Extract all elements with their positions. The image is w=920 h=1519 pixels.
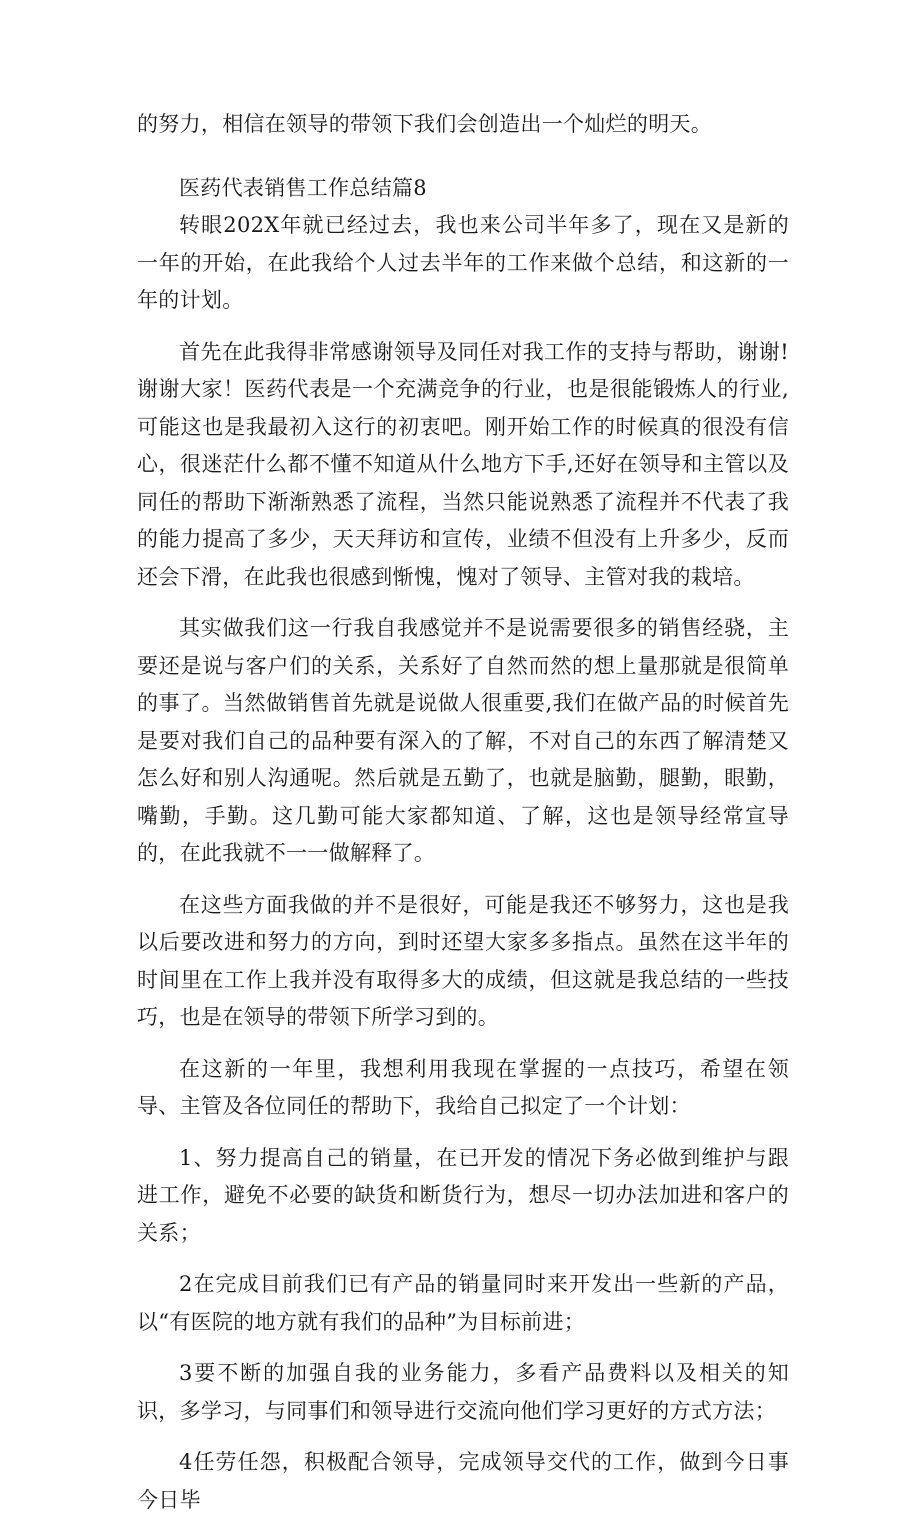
list-item: 3要不断的加强自我的业务能力，多看产品费料以及相关的知识，多学习，与同事们和领导进行交流向他们学习更好的方式方法； [137,1361,789,1423]
list-item: 1、努力提高自己的销量，在已开发的情况下务必做到维护与跟进工作，避免不必要的缺货和断货行为，想尽一切办法加进和客户的关系； [137,1145,789,1245]
carryover-paragraph: 的努力，相信在领导的带领下我们会创造出一个灿烂的明天。 [137,112,713,136]
paragraph: 其实做我们这一行我自我感觉并不是说需要很多的销售经骁，主要还是说与客户们的关系，关系好了自然而然的想上量那就是很简单的事了。当然做销售首先就是说做人很重要,我们在做产品的时候首先是要对我们自己的品种要有深入的了解，不对自己的东西了解清楚又怎么好和别人沟通呢。然后就是五勤了，也就是脑勤，腿勤，眼勤，嘴勤，手勤。这几勤可能大家都知道、了解，这也是领导经常宣导的，在此我就不一一做解释了。 [137,616,789,865]
paragraph: 在这些方面我做的并不是很好，可能是我还不够努力，这也是我以后要改进和努力的方向，到时还望大家多多指点。虽然在这半年的时间里在工作上我并没有取得多大的成绩，但这就是我总结的一些技巧，也是在领导的带领下所学习到的。 [137,892,789,1029]
section-heading: 医药代表销售工作总结篇8 [179,175,427,200]
list-item: 2在完成目前我们已有产品的销量同时来开发出一些新的产品，以“有医院的地方就有我们的品种”为目标前进； [137,1272,789,1334]
document-body [137,106,789,1519]
list-item: 4任劳任怨，积极配合领导，完成领导交代的工作，做到今日事今日毕 [137,1450,789,1512]
paragraph: 在这新的一年里，我想利用我现在掌握的一点技巧，希望在领导、主管及各位同任的帮助下，我给自己拟定了一个计划： [137,1056,789,1118]
paragraph: 转眼202X年就已经过去，我也来公司半年多了，现在又是新的一年的开始，在此我给个人过去半年的工作来做个总结，和这新的一年的计划。 [137,213,789,312]
paragraph: 首先在此我得非常感谢领导及同任对我工作的支持与帮助，谢谢!谢谢大家！医药代表是一个充满竞争的行业，也是很能锻炼人的行业,可能这也是我最初入这行的初衷吧。刚开始工作的时候真的很没有信心，很迷茫什么都不懂不知道从什么地方下手,还好在领导和主管以及同任的帮助下渐渐熟悉了流程，当然只能说熟悉了流程并不代表了我的能力提高了多少，天天拜访和宣传，业绩不但没有上升多少，反而还会下滑，在此我也很感到惭愧，愧对了领导、主管对我的栽培。 [137,339,789,589]
